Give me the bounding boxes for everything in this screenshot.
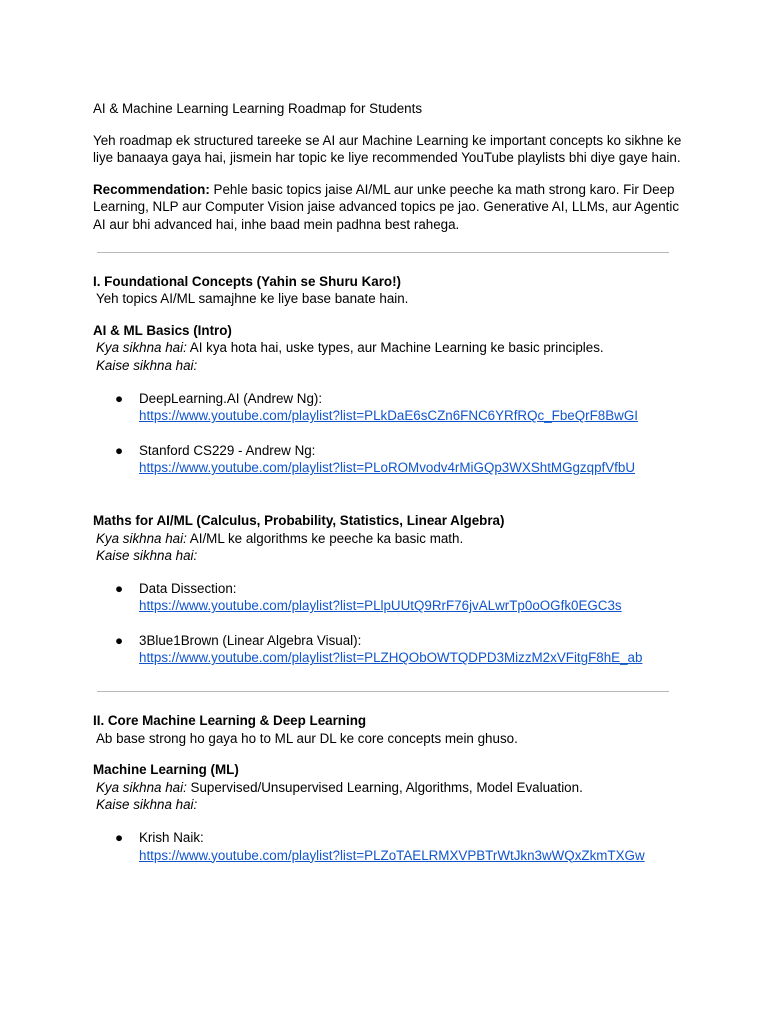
- list-item: [93, 580, 683, 615]
- list-item: [93, 632, 683, 667]
- kaise-sikhna-line: [96, 357, 683, 375]
- playlist-name: DeepLearning.AI (Andrew Ng):: [139, 390, 323, 406]
- playlist-link[interactable]: https://www.youtube.com/playlist?list=PLZHQObOWTQDPD3MizzM2xVFitgF8hE_ab: [139, 650, 643, 666]
- section-divider: [97, 252, 669, 253]
- bullet-icon: ●: [115, 442, 124, 458]
- bullet-icon: ●: [115, 390, 124, 406]
- section-heading-core-ml-dl: II. Core Machine Learning & Deep Learning: [93, 713, 367, 729]
- kaise-sikhna-line: [96, 547, 683, 565]
- topic-title-machine-learning: Machine Learning (ML): [93, 762, 239, 778]
- section-heading-foundational: I. Foundational Concepts (Yahin se Shuru Karo!): [93, 273, 402, 289]
- kya-sikhna-line: [96, 779, 683, 797]
- kya-label: Kya sikhna hai:: [96, 530, 187, 546]
- kya-label: Kya sikhna hai:: [96, 779, 187, 795]
- kya-text: AI/ML ke algorithms ke peeche ka basic math.: [186, 530, 464, 546]
- playlist-name: Data Dissection:: [139, 580, 237, 596]
- playlist-link[interactable]: https://www.youtube.com/playlist?list=PLZoTAELRMXVPBTrWtJkn3wWQxZkmTXGw: [139, 847, 645, 863]
- document-title: AI & Machine Learning Learning Roadmap for Students: [93, 101, 423, 116]
- playlist-link[interactable]: https://www.youtube.com/playlist?list=PLlpUUtQ9RrF76jvALwrTp0oOGfk0EGC3s: [139, 598, 622, 614]
- bullet-icon: ●: [115, 580, 124, 596]
- playlist-list: [93, 390, 683, 477]
- topic-title-ai-ml-basics: AI & ML Basics (Intro): [93, 322, 232, 338]
- list-item: [93, 829, 683, 864]
- kaise-label: Kaise sikhna hai:: [96, 797, 198, 813]
- topic-title-maths: Maths for AI/ML (Calculus, Probability, Statistics, Linear Algebra): [93, 512, 505, 528]
- playlist-link[interactable]: https://www.youtube.com/playlist?list=PLkDaE6sCZn6FNC6YRfRQc_FbeQrF8BwGI: [139, 408, 638, 424]
- recommendation-text: Pehle basic topics jaise AI/ML aur unke peeche ka math strong karo. Fir Deep Learning, NLP aur Computer Vision jaise advanced topics pe jao. Generative AI, LLMs, aur Agentic AI aur bhi advanced hai, inhe baad mein padhna best rahega.: [93, 181, 680, 232]
- kya-sikhna-line: [96, 339, 683, 357]
- playlist-list: [93, 580, 683, 667]
- section-subtitle: Ab base strong ho gaya ho to ML aur DL ke core concepts mein ghuso.: [96, 730, 518, 746]
- document-body: [93, 100, 683, 881]
- playlist-name: Stanford CS229 - Andrew Ng:: [139, 442, 316, 458]
- kaise-sikhna-line: [96, 796, 683, 814]
- kaise-label: Kaise sikhna hai:: [96, 548, 198, 564]
- list-item: [93, 442, 683, 477]
- playlist-name: Krish Naik:: [139, 830, 204, 846]
- playlist-name: 3Blue1Brown (Linear Algebra Visual):: [139, 632, 362, 648]
- section-divider: [97, 691, 669, 692]
- kaise-label: Kaise sikhna hai:: [96, 357, 198, 373]
- kya-text: Supervised/Unsupervised Learning, Algorithms, Model Evaluation.: [186, 779, 583, 795]
- intro-paragraph: Yeh roadmap ek structured tareeke se AI aur Machine Learning ke important concepts ko sikhne ke liye banaaya gaya hai, jismein har topic ke liye recommended YouTube playlists bhi diye gaye hain.: [93, 132, 682, 166]
- recommendation-paragraph: [93, 181, 683, 234]
- recommendation-label: Recommendation:: [93, 181, 210, 197]
- bullet-icon: ●: [115, 632, 124, 648]
- section-subtitle: Yeh topics AI/ML samajhne ke liye base banate hain.: [96, 291, 409, 307]
- bullet-icon: ●: [115, 830, 124, 846]
- kya-sikhna-line: [96, 530, 683, 548]
- spacer: [93, 494, 683, 498]
- playlist-link[interactable]: https://www.youtube.com/playlist?list=PLoROMvodv4rMiGQp3WXShtMGgzqpfVfbU: [139, 460, 636, 476]
- kya-label: Kya sikhna hai:: [96, 340, 187, 356]
- kya-text: AI kya hota hai, uske types, aur Machine Learning ke basic principles.: [186, 340, 604, 356]
- playlist-list: [93, 829, 683, 864]
- list-item: [93, 390, 683, 425]
